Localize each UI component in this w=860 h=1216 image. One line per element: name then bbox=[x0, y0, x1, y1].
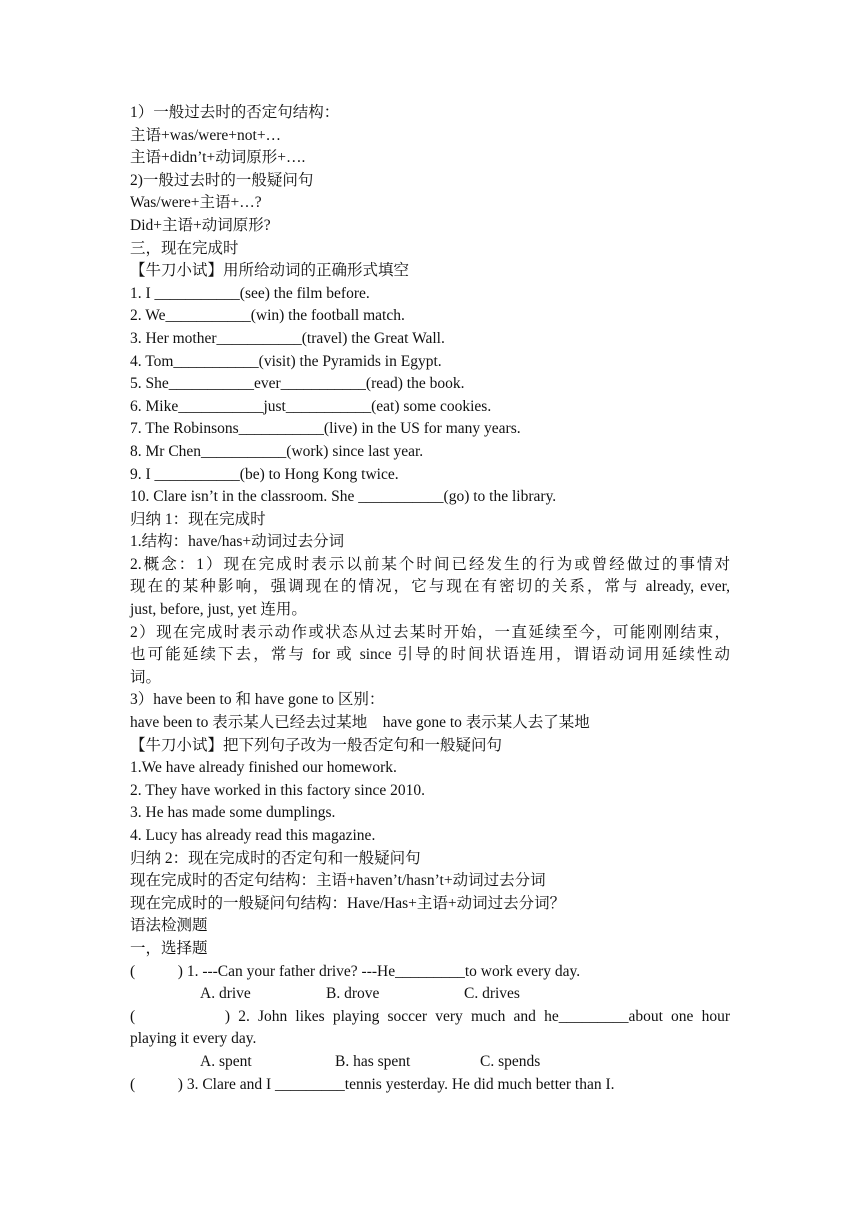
text-line: 现在完成时的否定句结构：主语+haven’t/hasn’t+动词过去分词 bbox=[130, 872, 546, 890]
text-line: 2）现在完成时表示动作或状态从过去某时开始，一直延续至今，可能刚刚结束， bbox=[130, 623, 730, 641]
question-options bbox=[130, 983, 730, 1006]
text-line: 现在完成时的一般疑问句结构：Have/Has+主语+动词过去分词？ bbox=[130, 894, 566, 912]
exercise-item: 8. Mr Chen___________(work) since last year. bbox=[130, 442, 424, 460]
option-a: A. spent bbox=[200, 1052, 252, 1070]
document-body bbox=[130, 102, 730, 1096]
exercise-item: 7. The Robinsons___________(live) in the US for many years. bbox=[130, 420, 521, 438]
text-line: 主语+was/were+not+… bbox=[130, 126, 282, 144]
text-line: 2)一般过去时的一般疑问句 bbox=[130, 171, 314, 189]
section-heading: 一，选择题 bbox=[130, 939, 208, 957]
section-heading: 语法检测题 bbox=[130, 917, 208, 935]
summary-heading: 归纳 1：现在完成时 bbox=[130, 510, 266, 528]
text-line: 词。 bbox=[130, 668, 162, 686]
exercise-item: 3. Her mother___________(travel) the Great Wall. bbox=[130, 329, 445, 347]
exercise-item: 4. Lucy has already read this magazine. bbox=[130, 827, 376, 844]
exercise-item: 5. She___________ever___________(read) the book. bbox=[130, 375, 465, 393]
option-b: B. has spent bbox=[335, 1052, 411, 1070]
exercise-item: 4. Tom___________(visit) the Pyramids in Egypt. bbox=[130, 352, 442, 370]
option-b: B. drove bbox=[326, 985, 380, 1003]
question-stem: ( ) 2. John likes playing soccer very much and he_________about one hour bbox=[130, 1007, 730, 1025]
question-stem: ( ) 1. ---Can your father drive? ---He_________to work every day. bbox=[130, 962, 581, 980]
question-stem: ( ) 3. Clare and I _________tennis yesterday. He did much better than I. bbox=[130, 1075, 615, 1093]
text-line: Did+主语+动词原形? bbox=[130, 216, 271, 234]
exercise-item: 3. He has made some dumplings. bbox=[130, 804, 336, 822]
text-line: just, before, just, yet 连用。 bbox=[130, 601, 307, 619]
exercise-item: 1.We have already finished our homework. bbox=[130, 759, 397, 777]
option-c: C. drives bbox=[464, 985, 520, 1003]
exercise-heading: 【牛刀小试】把下列句子改为一般否定句和一般疑问句 bbox=[130, 736, 503, 754]
exercise-item: 2. They have worked in this factory since 2010. bbox=[130, 781, 425, 799]
text-line: have been to 表示某人已经去过某地 have gone to 表示某人去了某地 bbox=[130, 714, 590, 732]
option-a: A. drive bbox=[200, 985, 251, 1003]
question-options bbox=[130, 1051, 730, 1074]
text-line: 1）一般过去时的否定句结构： bbox=[130, 104, 340, 121]
exercise-item: 1. I ___________(see) the film before. bbox=[130, 284, 370, 302]
exercise-item: 2. We___________(win) the football match. bbox=[130, 307, 405, 325]
section-heading: 三，现在完成时 bbox=[130, 239, 239, 257]
exercise-item: 6. Mike___________just___________(eat) some cookies. bbox=[130, 397, 492, 415]
text-line: 主语+didn’t+动词原形+…. bbox=[130, 149, 306, 167]
text-line: 现在的某种影响，强调现在的情况，它与现在有密切的关系，常与 already, ever, bbox=[130, 578, 730, 596]
exercise-heading: 【牛刀小试】用所给动词的正确形式填空 bbox=[130, 262, 410, 280]
text-line: 2.概念：1）现在完成时表示以前某个时间已经发生的行为或曾经做过的事情对 bbox=[130, 555, 730, 573]
text-line: 3）have been to 和 have gone to 区别： bbox=[130, 691, 385, 709]
option-c: C. spends bbox=[480, 1052, 541, 1070]
text-line: 也可能延续下去，常与 for 或 since 引导的时间状语连用，谓语动词用延续性动 bbox=[130, 646, 730, 664]
summary-heading: 归纳 2：现在完成时的否定句和一般疑问句 bbox=[130, 849, 421, 867]
question-stem-continued: playing it every day. bbox=[130, 1030, 257, 1048]
exercise-item: 9. I ___________(be) to Hong Kong twice. bbox=[130, 465, 399, 483]
text-line: Was/were+主语+…? bbox=[130, 194, 262, 212]
text-line: 1.结构：have/has+动词过去分词 bbox=[130, 533, 345, 551]
exercise-item: 10. Clare isn’t in the classroom. She ___________(go) to the library. bbox=[130, 488, 557, 506]
